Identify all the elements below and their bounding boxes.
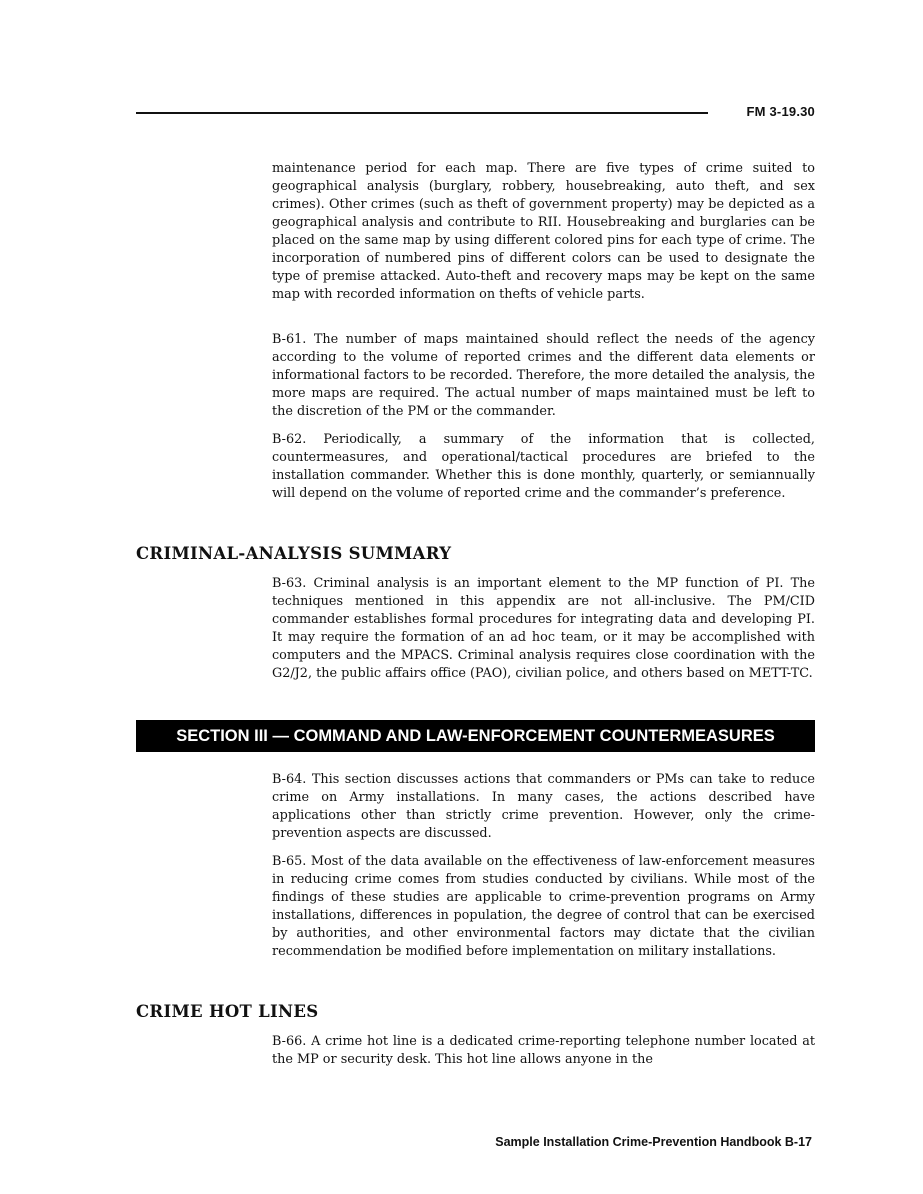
heading-criminal-analysis-summary: CRIMINAL-ANALYSIS SUMMARY [136,544,452,563]
paragraph-b-63: B-63. Criminal analysis is an important element to the MP function of PI. The techniques mentioned in this appendix are not all-inclusive. The PM/CID commander establishes formal procedures for integrating data and developing PI. It may require the formation of an ad hoc team, or it may be accomplished with computers and the MPACS. Criminal analysis requires close coordination with the G2/J2, the public affairs office (PAO), civilian police, and others based on METT-TC. [272,576,815,681]
paragraph-b-65: B-65. Most of the data available on the effectiveness of law-enforcement measures in reducing crime comes from studies conducted by civilians. While most of the findings of these studies are applicable to crime-prevention programs on Army installations, differences in population, the degree of control that can be exercised by authorities, and other environmental factors may dictate that the civilian recommendation be modified before implementation on military installations. [272,854,815,959]
paragraph-b-64: B-64. This section discusses actions that commanders or PMs can take to reduce crime on Army installations. In many cases, the actions described have applications other than strictly crime prevention. However, only the crime-prevention aspects are discussed. [272,772,815,841]
paragraph-continued: maintenance period for each map. There are five types of crime suited to geographical analysis (burglary, robbery, housebreaking, auto theft, and sex crimes). Other crimes (such as theft of government property) may be depicted as a geographical analysis and contribute to RII. Housebreaking and burglaries can be placed on the same map by using different colored pins for each type of crime. The incorporation of numbered pins of different colors can be used to designate the type of premise attacked. Auto-theft and recovery maps may be kept on the same map with recorded information on thefts of vehicle parts. [272,161,815,302]
page-footer: Sample Installation Crime-Prevention Handbook B-17 [495,1135,812,1149]
document-id: FM 3-19.30 [746,104,815,119]
paragraph-b-61: B-61. The number of maps maintained should reflect the needs of the agency according to the volume of reported crimes and the different data elements or informational factors to be recorded. Therefore, the more detailed the analysis, the more maps are required. The actual number of maps maintained must be left to the discretion of the PM or the commander. [272,332,815,419]
section-banner: SECTION III — COMMAND AND LAW-ENFORCEMENT COUNTERMEASURES [136,720,815,752]
paragraph-b-62: B-62. Periodically, a summary of the information that is collected, countermeasures, and operational/tactical procedures are briefed to the installation commander. Whether this is done monthly, quarterly, or semiannually will depend on the volume of reported crime and the commander’s preference. [272,432,815,501]
heading-crime-hot-lines: CRIME HOT LINES [136,1002,319,1021]
paragraph-b-66: B-66. A crime hot line is a dedicated crime-reporting telephone number located at the MP or security desk. This hot line allows anyone in the [272,1034,815,1067]
